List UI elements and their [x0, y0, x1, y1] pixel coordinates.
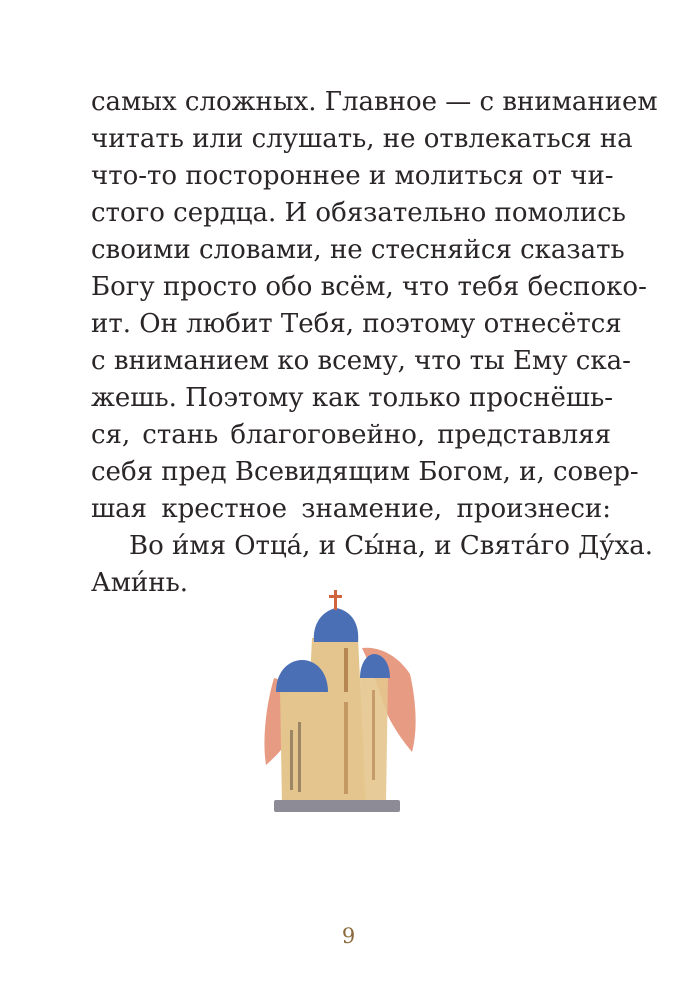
- dome-center: [314, 608, 358, 642]
- church-base: [274, 800, 400, 812]
- text-line: жешь. Поэтому как только проснёшь-: [91, 383, 614, 413]
- text-line: себя пред Всевидящим Богом, и, совер-: [91, 457, 639, 487]
- prayer-line: Во и́мя Отца́, и Сы́на, и Свята́го Ду́ха.: [129, 531, 654, 561]
- text-line: ся, стань благоговейно, представляя: [91, 420, 611, 450]
- text-line: стого сердца. И обязательно помолись: [91, 198, 626, 228]
- prayer-ending: Ами́нь.: [91, 568, 188, 598]
- body-text: [91, 84, 658, 602]
- text-line: самых сложных. Главное — с вниманием: [91, 87, 658, 117]
- church-illustration: [262, 590, 424, 822]
- text-line: читать или слушать, не отвлекаться на: [91, 124, 633, 154]
- cross-vertical: [334, 590, 337, 610]
- text-line: шая крестное знамение, произнеси:: [91, 494, 611, 524]
- cross-horizontal: [329, 595, 342, 598]
- page-number: 9: [341, 924, 356, 948]
- text-line: с вниманием ко всему, что ты Ему ска-: [91, 346, 631, 376]
- text-line: что-то постороннее и молиться от чи-: [91, 161, 614, 191]
- text-line: своими словами, не стесняйся сказать: [91, 235, 625, 265]
- text-line: Богу просто обо всём, что тебя беспоко-: [91, 272, 647, 302]
- tower-left: [280, 690, 326, 804]
- text-line: ит. Он любит Тебя, поэтому отнесётся: [91, 309, 622, 339]
